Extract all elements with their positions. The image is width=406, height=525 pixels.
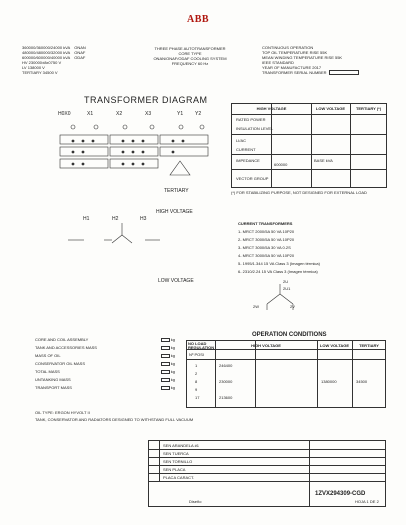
- mass-unit: kg: [170, 377, 175, 382]
- diagram-title: TRANSFORMER DIAGRAM: [84, 95, 208, 105]
- stabilizing-note: (*) FOR STABILIZING PURPOSE, NOT DESIGNED FOR EXTERNAL LOAD: [231, 190, 367, 195]
- hv-label: HIGH VOLTAGE: [156, 209, 193, 215]
- type-line: THREE PHASE AUTOTRANSFORMER: [154, 46, 226, 51]
- row-current: CURRENT: [236, 147, 256, 152]
- winding-data-table: [231, 103, 387, 188]
- tap-pos: 1: [195, 363, 198, 368]
- ratings-block: [22, 45, 86, 75]
- type-line: CORE TYPE: [178, 51, 202, 56]
- row-insulation: INSULATION LEVEL: [236, 126, 274, 131]
- mass-value-box: [161, 354, 170, 358]
- cooling-code: ONAF: [74, 50, 86, 55]
- schem-2u1: 2U1: [283, 286, 291, 291]
- mass-label: CONSERVATOR OIL MASS: [35, 361, 86, 366]
- impedance-value: 600000: [274, 162, 288, 167]
- tb-row: SEN TUERCA: [163, 451, 189, 456]
- op-line: MEAN WINDING TEMPERATURE RISE 55K: [262, 55, 343, 60]
- ct-item: 6- 2310/2.24 15 VA Class 3 (Imagen térmica): [238, 269, 318, 274]
- lv-voltage-value: 1380000: [321, 379, 337, 384]
- mass-value-box: [161, 370, 170, 374]
- terminal-h1: H1: [83, 216, 90, 222]
- mass-label: TRANSPORT MASS: [35, 385, 72, 390]
- ct-item: 2- MRCT 3000/5A 50 VA 10P20: [238, 237, 295, 242]
- tap-pos: 8: [195, 379, 198, 384]
- op-hdr-hv: HIGH VOLTAGE: [251, 343, 281, 348]
- col-high-voltage: HIGH VOLTAGE: [256, 106, 287, 111]
- terminal-diagram: [50, 105, 225, 290]
- tap-pos: 2: [195, 371, 198, 376]
- mass-unit: kg: [170, 337, 175, 342]
- tap-pos: 17: [195, 395, 200, 400]
- terminal-y1: Y1: [177, 111, 184, 117]
- mass-value-box: [161, 378, 170, 382]
- col-tertiary: TERTIARY (*): [355, 106, 382, 111]
- oil-type: OIL TYPE: ERGON HYVOLT II: [35, 410, 90, 415]
- terminal-h0x0: H0X0: [58, 111, 71, 117]
- op-hdr-lv: LOW VOLTAGE: [319, 343, 350, 348]
- terminal-x2: X2: [116, 111, 123, 117]
- tb-row: SEN PLACA: [163, 467, 186, 472]
- col-low-voltage: LOW VOLTAGE: [315, 106, 346, 111]
- hv-voltage-tap: 213600: [219, 395, 233, 400]
- tap-pos: 9: [195, 387, 198, 392]
- tertiary-label: TERTIARY: [164, 188, 189, 194]
- vacuum-note: TANK, CONSERVATOR AND RADIATORS DESIGNED TO WITHSTAND FULL VACUUM: [35, 417, 194, 422]
- mass-unit: kg: [170, 345, 175, 350]
- ct-title: CURRENT TRANSFORMERS: [238, 221, 293, 226]
- tertiary-voltage-value: 34500: [356, 379, 368, 384]
- tb-row: SEN TORNILLO: [163, 459, 193, 464]
- terminal-h3: H3: [140, 216, 147, 222]
- schem-2w: 2W: [253, 304, 259, 309]
- tertiary-voltage: TERTIARY 34500 V: [22, 70, 58, 75]
- operation-table: [186, 340, 386, 408]
- op-line: CONTINUOUS OPERATION: [262, 45, 314, 50]
- lv-voltage: LV 138000 V: [22, 65, 45, 70]
- hv-voltage-tap: 230000: [219, 379, 233, 384]
- mass-value-box: [161, 386, 170, 390]
- ct-item: 4- MRCT 3000/5A 50 VA 10P20: [238, 253, 295, 258]
- serial-label: TRANSFORMER SERIAL NUMBER: [262, 70, 327, 75]
- row-rated-power: RATED POWER: [236, 117, 266, 122]
- row-li-ac: LI/AC: [236, 138, 247, 143]
- op-hdr-tertiary: TERTIARY: [359, 343, 379, 348]
- rating-line: 600000/600000/40000 kVA: [22, 55, 71, 60]
- ct-list: [238, 221, 320, 274]
- row-impedance: IMPEDANCE: [236, 158, 260, 163]
- hv-voltage-tap: 246400: [219, 363, 233, 368]
- tb-caption: PLACA CARACT.: [163, 475, 195, 480]
- rating-line: 360000/360000/24000 kVA: [22, 45, 71, 50]
- operation-block: [262, 45, 359, 75]
- mass-value-box: [161, 362, 170, 366]
- ct-item: 3- MRCT 3000/5A 30 VA 0.2S: [238, 245, 291, 250]
- operation-title: OPERATION CONDITIONS: [252, 332, 327, 338]
- mass-label: MASS OF OIL: [35, 353, 61, 358]
- cooling-code: ONAN: [74, 45, 86, 50]
- mass-label: TOTAL MASS: [35, 369, 60, 374]
- mass-unit: kg: [170, 369, 175, 374]
- masses-list: [35, 337, 175, 390]
- drawing-number: 1ZVX294309-CGD: [315, 491, 366, 497]
- title-block: [148, 440, 386, 507]
- rating-line: 480000/480000/32000 kVA: [22, 50, 71, 55]
- type-line: ONAN/ONAF/ODAF COOLING SYSTEM: [153, 56, 227, 61]
- type-line: FREQUENCY 60 Hz: [171, 61, 209, 66]
- abb-logo: ABB: [187, 14, 210, 25]
- hv-voltage: HV 230000±8x0750 V: [22, 60, 62, 65]
- terminal-y2: Y2: [195, 111, 202, 117]
- ct-item: 5- 1995/1.344 15 VA Class 3 (Imagen térmica): [238, 261, 320, 266]
- vector-group-label: VECTOR GROUP: [236, 176, 269, 181]
- mass-value-box: [161, 346, 170, 350]
- terminal-h2: H2: [112, 216, 119, 222]
- serial-number-box: [329, 70, 359, 75]
- mass-unit: kg: [170, 353, 175, 358]
- schem-2v: 2V: [290, 304, 295, 309]
- tb-tag: Diseño: [189, 499, 202, 504]
- tb-row: SEN ARANDELA #1: [163, 443, 200, 448]
- terminal-x3: X3: [145, 111, 152, 117]
- row-base-kva: BASE kVA: [314, 158, 333, 163]
- mass-label: TANK AND ACCESSORIES MASS: [35, 345, 97, 350]
- cooling-code: ODAF: [74, 55, 86, 60]
- op-tap-header: Nº POSI: [189, 352, 205, 357]
- type-block: [140, 46, 240, 66]
- lv-label: LOW VOLTAGE: [158, 278, 194, 284]
- op-line: TOP OIL TEMPERATURE RISE 55K: [262, 50, 328, 55]
- schem-2u: 2U: [283, 279, 289, 284]
- terminal-x1: X1: [87, 111, 94, 117]
- op-line: IEEE STANDARD: [262, 60, 294, 65]
- mass-unit: kg: [170, 361, 175, 366]
- mass-unit: kg: [170, 385, 175, 390]
- ct-item: 1- MRCT 2000/5A 50 VA 10P20: [238, 229, 295, 234]
- sheet-number: HOJA 1 DE 2: [355, 499, 379, 504]
- op-hdr-regulation: NO LOAD REGULATION: [188, 341, 215, 350]
- mass-label: UNTANKING MASS: [35, 377, 71, 382]
- op-line: YEAR OF MANUFACTURE 2017: [262, 65, 322, 70]
- mass-value-box: [161, 338, 170, 342]
- mass-label: CORE AND COIL ASSEMBLY: [35, 337, 89, 342]
